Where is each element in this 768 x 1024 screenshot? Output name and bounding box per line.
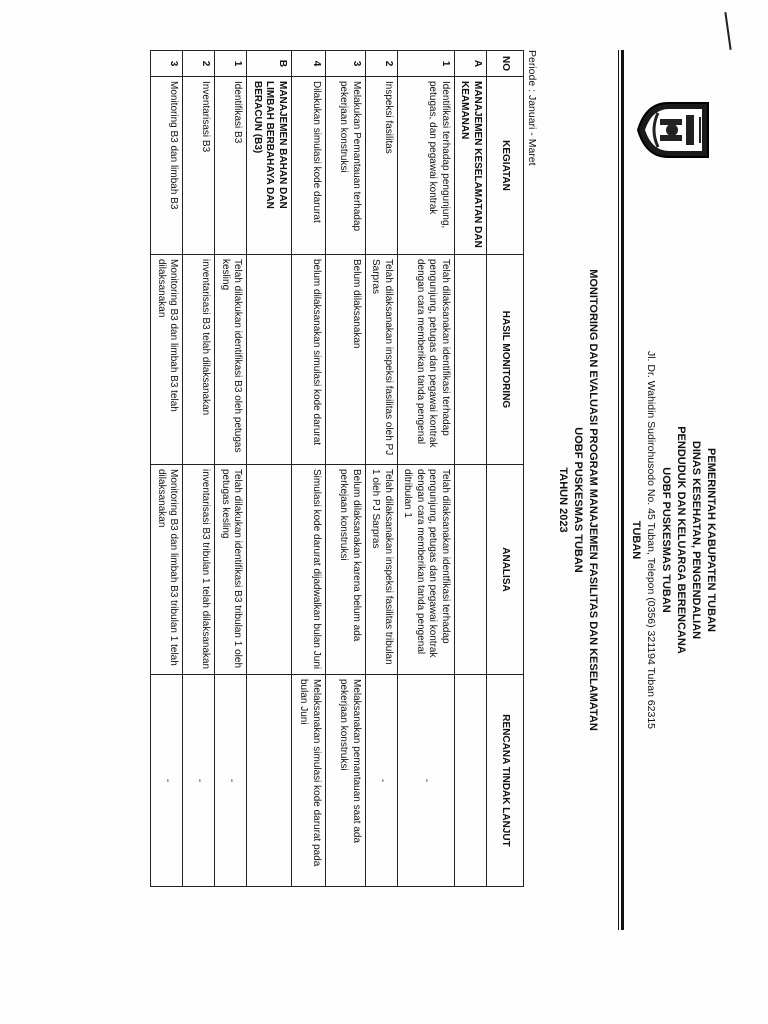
address: Jl. Dr. Wahidin Sudirohusodo No. 45 Tuban, Telepon (0356) 321194 Tuban 62315	[645, 350, 657, 730]
rotated-document	[30, 10, 720, 950]
cell-no: 2	[183, 51, 215, 77]
cell-no: 3	[326, 51, 366, 77]
cell-no: A	[455, 51, 487, 77]
cell-rencana: Melaksanakan pemantauan saat ada pekerjaan konstruksi	[326, 675, 366, 887]
cell-no: 2	[366, 51, 398, 77]
header-kegiatan: KEGIATAN	[487, 77, 524, 255]
title-line-1: MONITORING DAN EVALUASI PROGRAM MANAJEMEN FASILITAS DAN KESELAMATAN	[587, 269, 599, 731]
cell-kegiatan: Monitoring B3 dan limbah B3	[151, 77, 183, 255]
cell-analisa: Monitoring B3 dan limbah B3 tribulan 1 telah dilaksanakan	[151, 465, 183, 675]
table-section-row	[455, 51, 487, 887]
letterhead	[612, 40, 720, 920]
cell-no: 1	[398, 51, 455, 77]
document-title	[555, 120, 600, 880]
cell-rencana: -	[398, 675, 455, 887]
cell-rencana	[455, 675, 487, 887]
title-line-2: UOBF PUSKESMAS TUBAN	[572, 427, 584, 573]
cell-rencana: -	[366, 675, 398, 887]
letterhead-rule-thin	[618, 50, 619, 930]
cell-analisa: Simulasi kode darurat dijadwalkan bulan Juni	[292, 465, 326, 675]
cell-hasil: Belum dilaksanakan	[326, 255, 366, 465]
cell-analisa: Belum dilaksanakan karena belum ada perkejaan konstruksi	[326, 465, 366, 675]
cell-hasil: Telah dilaksanakan inspeksi fasilitas oleh PJ Sarpras	[366, 255, 398, 465]
table-header-row	[487, 51, 524, 887]
cell-analisa: Telah dilakukan identifikasi B3 tribulan 1 oleh petugas kesling	[215, 465, 247, 675]
cell-kegiatan: Inspeksi fasilitas	[366, 77, 398, 255]
cell-rencana: -	[151, 675, 183, 887]
cell-kegiatan: Identifikasi terhadap pengunjung, petugas, dan pegawai kontrak	[398, 77, 455, 255]
cell-hasil: Monitoring B3 dan limbah B3 telah dilaksanakan	[151, 255, 183, 465]
table-row	[292, 51, 326, 887]
cell-hasil: inventarisasi B3 telah dilaksanakan	[183, 255, 215, 465]
cell-kegiatan: MANAJEMEN BAHAN DAN LIMBAH BERBAHAYA DAN BERACUN (B3)	[247, 77, 292, 255]
unit-name: UOBF PUSKESMAS TUBAN	[660, 467, 672, 613]
table-row	[366, 51, 398, 887]
cell-kegiatan: Identifikasi B3	[215, 77, 247, 255]
cell-rencana: -	[183, 675, 215, 887]
cell-hasil	[455, 255, 487, 465]
cell-no: B	[247, 51, 292, 77]
cell-analisa: Telah dilaksanakan identfikasi terhadap pengunjung, petugas dan pegawai kontrak dengan cara memberikan tanda pengenal ditribulan 1	[398, 465, 455, 675]
table-row	[183, 51, 215, 887]
letterhead-rule-thick	[621, 50, 624, 930]
cell-kegiatan: Dilakukan simulasi kode darurat	[292, 77, 326, 255]
cell-hasil: Telah dilaksanakan identifikasi terhadap pengunjung, petugas dan pegawai kontrak dengan cara memberikan tanda pengenal	[398, 255, 455, 465]
gov-name: PEMERINTAH KABUPATEN TUBAN	[705, 448, 717, 632]
monitoring-table	[151, 50, 525, 887]
cell-hasil	[247, 255, 292, 465]
regency-emblem-icon	[636, 95, 716, 165]
cell-no: 1	[215, 51, 247, 77]
header-hasil: HASIL MONITORING	[487, 255, 524, 465]
cell-rencana	[247, 675, 292, 887]
cell-analisa	[455, 465, 487, 675]
table-row	[398, 51, 455, 887]
city: TUBAN	[630, 520, 642, 560]
cell-hasil: belum dilaksanakan simulasi kode darurat	[292, 255, 326, 465]
table-row	[151, 51, 183, 887]
period-label: Periode : Januari - Maret	[526, 50, 538, 166]
cell-rencana: -	[215, 675, 247, 887]
cell-no: 3	[151, 51, 183, 77]
cell-no: 4	[292, 51, 326, 77]
agency-name: DINAS KESEHATAN, PENGENDALIAN	[690, 440, 702, 640]
cell-hasil: Telah dilakukan identifikasi B3 oleh petugas kesling	[215, 255, 247, 465]
title-line-3: TAHUN 2023	[557, 467, 569, 533]
cell-analisa	[247, 465, 292, 675]
agency-name-2: PENDUDUK DAN KELUARGA BERENCANA	[675, 426, 687, 654]
header-no: NO	[487, 51, 524, 77]
letterhead-text	[628, 190, 718, 890]
cell-kegiatan: Melakukan Pemantauan terhadap pekerjaan konstruksi	[326, 77, 366, 255]
header-analisa: ANALISA	[487, 465, 524, 675]
cell-analisa: inventarisasi B3 tribulan 1 telah dilaksanakan	[183, 465, 215, 675]
table-body	[151, 51, 487, 887]
table-section-row	[247, 51, 292, 887]
cell-kegiatan: MANAJEMEN KESELAMATAN DAN KEAMANAN	[455, 77, 487, 255]
pen-mark	[724, 12, 731, 50]
cell-rencana: Melaksanakan simulasi kode darurat pada bulan Juni	[292, 675, 326, 887]
header-rencana: RENCANA TINDAK LANJUT	[487, 675, 524, 887]
cell-kegiatan: Inventarisasi B3	[183, 77, 215, 255]
table-row	[215, 51, 247, 887]
cell-analisa: Telah dilaksanakan inspeksi fasilitas tribulan 1 oleh PJ Sarpras	[366, 465, 398, 675]
table-row	[326, 51, 366, 887]
